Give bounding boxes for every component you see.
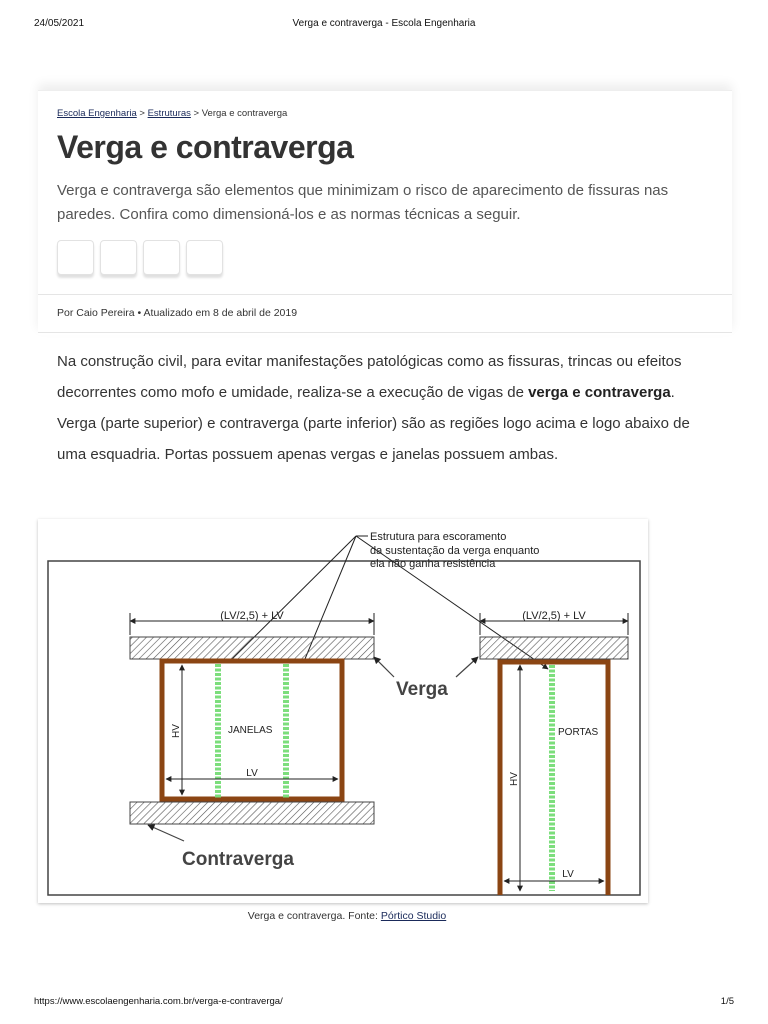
print-footer [0,996,768,1010]
divider [38,332,732,333]
lv-label-window: LV [246,768,258,779]
share-button-3[interactable] [143,240,180,275]
article-subtitle: Verga e contraverga são elementos que minimizam o risco de aparecimento de fissuras nas paredes. Confira como dimensioná-los e as normas técnicas a seguir. [57,182,669,223]
verga-pointer [374,657,394,677]
breadcrumb-link-home[interactable]: Escola Engenharia [57,108,137,119]
print-page-title: Verga e contraverga - Escola Engenharia [292,18,476,29]
breadcrumb [57,108,287,119]
dimension-label-left: (LV/2,5) + LV [220,610,284,622]
paragraph-bold-term: verga e contraverga [528,384,671,401]
share-button-4[interactable] [186,240,223,275]
paragraph-text: Na construção civil, para evitar manifestações patológicas como as fissuras, trincas ou efeitos decorrentes como mofo e umidade, realiza-se a execução de vigas de [57,353,682,401]
breadcrumb-separator: > [193,108,200,119]
dimension-label-right: (LV/2,5) + LV [522,610,586,622]
paragraph-text: . Verga (parte superior) e contraverga (parte inferior) são as regiões logo acima e logo abaixo de uma esquadria. Portas possuem apenas vergas e janelas possuem ambas. [57,384,690,463]
share-button-2[interactable] [100,240,137,275]
print-date: 24/05/2021 [34,18,85,29]
breadcrumb-link-category[interactable]: Estruturas [147,108,191,119]
print-header [0,18,768,32]
hv-label-window: HV [171,724,182,738]
breadcrumb-current: Verga e contraverga [201,108,288,119]
share-buttons [57,240,229,276]
contraverga-beam [130,802,374,824]
verga-beam-door [480,637,628,659]
print-url: https://www.escolaengenharia.com.br/verga-e-contraverga/ [34,996,283,1007]
note-text-line-2: da sustentação da verga enquanto [370,545,540,557]
breadcrumb-separator: > [139,108,145,119]
page-title: Verga e contraverga [57,129,354,165]
article-paragraph [57,346,697,470]
share-button-1[interactable] [57,240,94,275]
print-page-number: 1/5 [720,996,734,1007]
verga-pointer [456,657,478,677]
portas-label: PORTAS [558,727,599,738]
caption-text: Verga e contraverga. Fonte: [247,910,381,922]
note-text-line-3: ela não ganha resistência [370,558,496,570]
janelas-label: JANELAS [228,725,273,736]
contraverga-label: Contraverga [182,849,294,870]
figure-caption [0,910,694,922]
note-text-line-1: Estrutura para escoramento [370,531,507,543]
author-byline: Por Caio Pereira • Atualizado em 8 de abril de 2019 [57,307,298,319]
verga-beam-window [130,637,374,659]
hv-label-door: HV [509,772,520,786]
divider [38,294,732,295]
verga-contraverga-diagram [38,519,648,903]
verga-label: Verga [396,679,448,700]
lv-label-door: LV [562,869,574,880]
article-header-card [38,90,732,335]
contraverga-pointer [148,825,184,841]
caption-source-link[interactable]: Pórtico Studio [380,910,447,922]
